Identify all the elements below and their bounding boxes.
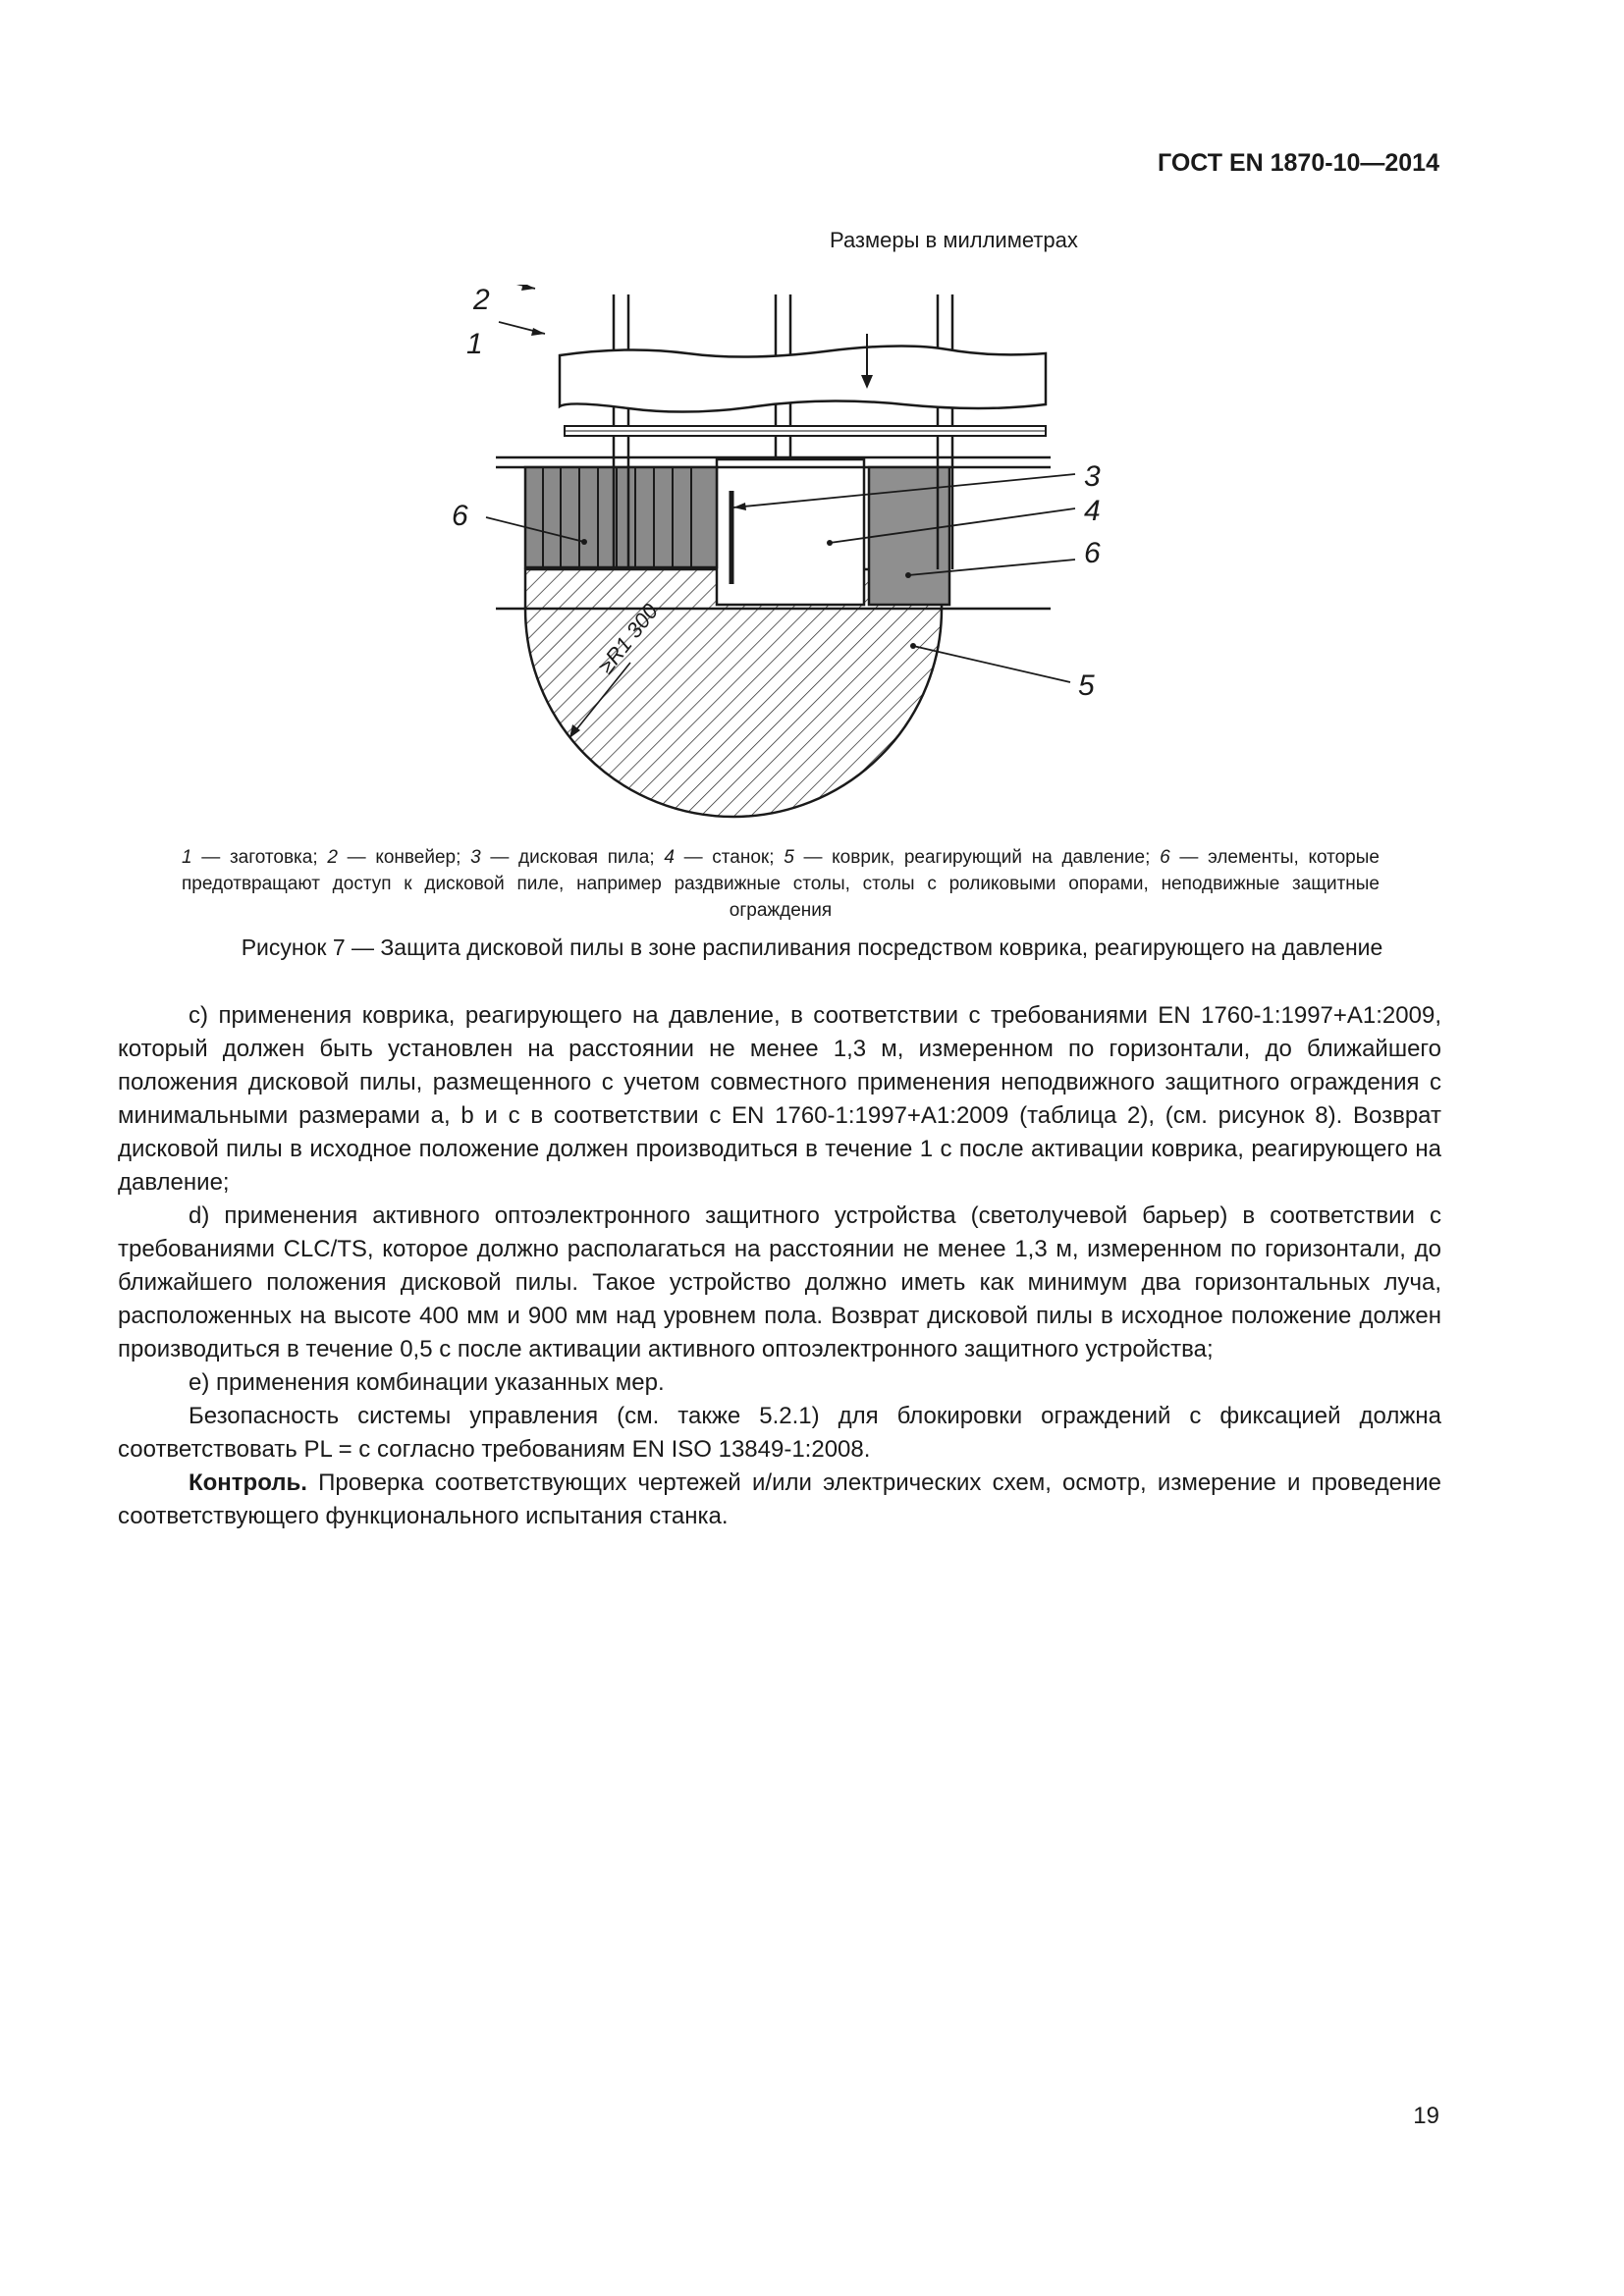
callout-2: 2: [473, 285, 490, 316]
legend-num-6: 6: [1160, 847, 1170, 868]
pressure-mat: [525, 569, 942, 817]
legend-num-3: 3: [470, 847, 481, 868]
legend-num-5: 5: [784, 847, 794, 868]
callout-1: 1: [466, 328, 483, 360]
legend-num-4: 4: [664, 847, 675, 868]
figure-7-diagram: [432, 285, 1168, 834]
machine-body: [717, 459, 864, 605]
paragraph-safety: Безопасность системы управления (см. также 5.2.1) для блокировки ограждений с фиксацией должна соответствовать PL = c согласно требованиям EN ISO 13849-1:2008.: [118, 1403, 1441, 1463]
legend-text-4: — станок;: [674, 847, 785, 868]
legend-text-6: — элементы, которые предотвращают доступ к дисковой пиле, например раздвижные столы, столы с роликовыми опорами, неподвижные защитные ограждения: [182, 847, 1380, 921]
page-number: 19: [1413, 2103, 1439, 2129]
callout-6-right: 6: [1084, 537, 1101, 569]
callout-5: 5: [1078, 669, 1095, 702]
figure-caption: Рисунок 7 — Защита дисковой пилы в зоне распиливания посредством коврика, реагирующего на давление: [241, 934, 1383, 960]
legend-text-3: — дисковая пила;: [480, 847, 665, 868]
paragraph-control: [118, 1467, 1441, 1533]
units-note: Размеры в миллиметрах: [830, 228, 1078, 252]
legend-text-2: — конвейер;: [337, 847, 471, 868]
control-label: Контроль.: [189, 1469, 307, 1496]
paragraph-e: е) применения комбинации указанных мер.: [189, 1369, 665, 1396]
radius-dimension: ≥R1 300: [593, 599, 664, 679]
guard-elements-left: [525, 467, 717, 567]
body-text: [118, 999, 1441, 1533]
figure-legend: [182, 844, 1380, 924]
paragraph-c: с) применения коврика, реагирующего на давление, в соответствии с требованиями EN 1760-1:1997+A1:2009, который должен быть установлен на расстоянии не менее 1,3 м, измеренном по горизонтали, до ближайшего положения дисковой пилы, размещенного с учетом совместного применения неподвижного защитного ограждения с минимальными размерами a, b и c в соответствии с EN 1760-1:1997+A1:2009 (таблица 2), (см. рисунок 8). Возврат дисковой пилы в исходное положение должен производиться в течение 1 с после активации коврика, реагирующего на давление;: [118, 1002, 1441, 1196]
legend-num-2: 2: [327, 847, 338, 868]
legend-text-1: — заготовка;: [191, 847, 328, 868]
callout-3: 3: [1084, 460, 1101, 493]
legend-text-5: — коврик, реагирующий на давление;: [793, 847, 1161, 868]
legend-num-1: 1: [182, 847, 192, 868]
document-header: ГОСТ EN 1870-10—2014: [1158, 149, 1439, 177]
control-text: Проверка соответствующих чертежей и/или электрических схем, осмотр, измерение и проведение соответствующего функционального испытания станка.: [118, 1469, 1441, 1529]
workpiece: [560, 346, 1046, 411]
paragraph-d: d) применения активного оптоэлектронного защитного устройства (светолучевой барьер) в соответствии с требованиями CLC/TS, которое должно располагаться на расстоянии не менее 1,3 м, измеренном по горизонтали, до ближайшего положения дисковой пилы. Такое устройство должно иметь как минимум два горизонтальных луча, расположенных на высоте 400 мм и 900 мм над уровнем пола. Возврат дисковой пилы в исходное положение должен производиться в течение 0,5 с после активации активного оптоэлектронного защитного устройства;: [118, 1202, 1441, 1362]
callout-4: 4: [1084, 495, 1101, 527]
callout-6-left: 6: [452, 500, 468, 532]
